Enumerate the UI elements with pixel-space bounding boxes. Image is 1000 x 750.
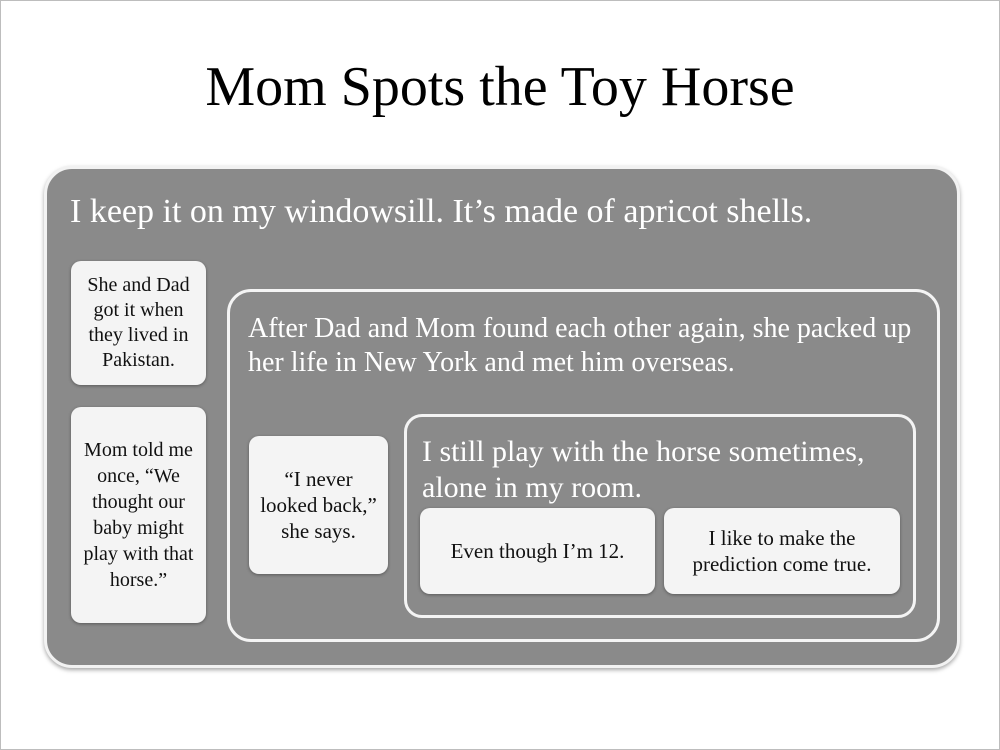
card-pakistan xyxy=(71,261,206,385)
card-pakistan-text: She and Dad got it when they lived in Pakistan. xyxy=(87,274,190,371)
inner-panel-heading: I still play with the horse sometimes, alone in my room. xyxy=(422,435,865,504)
card-prediction xyxy=(664,508,900,594)
slide-title: Mom Spots the Toy Horse xyxy=(205,56,795,118)
card-mom-quote xyxy=(71,407,206,623)
outer-panel-heading: I keep it on my windowsill. It’s made of apricot shells. xyxy=(70,193,813,230)
middle-panel-heading: After Dad and Mom found each other again, she packed up her life in New York and met him overseas. xyxy=(248,313,912,378)
card-never-looked-back-text: “I never looked back,” she says. xyxy=(260,467,377,543)
card-mom-quote-text: Mom told me once, “We thought our baby might play with that horse.” xyxy=(83,439,194,591)
card-age xyxy=(420,508,655,594)
card-age-text: Even though I’m 12. xyxy=(450,539,625,563)
card-never-looked-back xyxy=(249,436,388,574)
card-prediction-text: I like to make the prediction come true. xyxy=(692,526,872,576)
